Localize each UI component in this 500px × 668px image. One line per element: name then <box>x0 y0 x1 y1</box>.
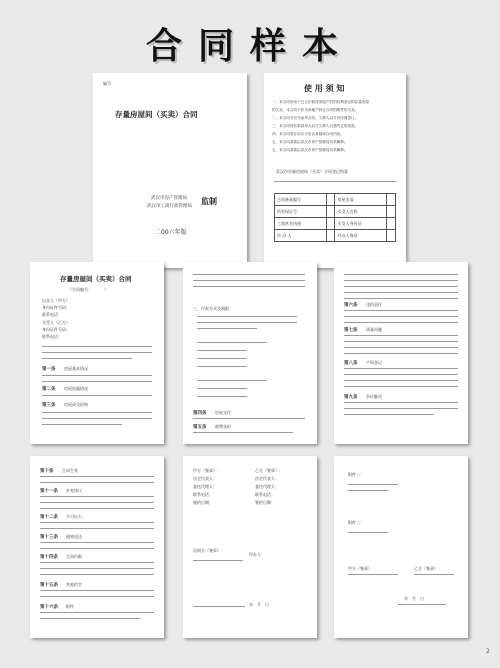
notice-table: 合同备案编号 房屋坐落 所有权证号 买受人名称 工商营业执照 买受人身份证 经 办 人 经办人签章 <box>274 193 396 242</box>
contract-page-1: 存量房屋间（买卖）合同 （合同编号： ） 出卖人（甲方）： 身份证件号码： 联系电话： 买受人（乙方）： 身份证件号码： 联系电话： 第一条 房屋基本情况 第二条 房屋权属情况 第三条 房屋成交价格 <box>30 262 164 444</box>
notice-item: 的买卖，本合同不作为房地产转让合同的附件的买卖。 <box>272 108 359 112</box>
notice-item: 五、本合同条款由武汉市房产管理局负责解释。 <box>272 140 348 144</box>
page-number: 2 <box>486 648 490 655</box>
cover-title: 存量房屋间（买卖）合同 <box>115 110 198 119</box>
cover-edition: 二00六年版 <box>155 229 187 236</box>
contract-page-2: 三、付款方式及期限 第四条 房屋交付 第五条 税费承担 <box>183 262 317 444</box>
cover-code: 编号： <box>103 81 115 86</box>
notice-page <box>264 73 406 268</box>
cover-issuer-1: 武汉市房产管理局 <box>151 196 187 201</box>
cover-supervise: 监制 <box>201 197 217 206</box>
cover-page <box>93 73 247 268</box>
contract-title: 存量房屋间（买卖）合同 <box>60 275 132 283</box>
notice-item: 三、本合同所有条款均为双方当事人自愿约定的条款。 <box>272 124 359 128</box>
contract-page-3: 第六条 违约责任 第七条 质量问题 第八条 产权登记 第九条 争议解决 <box>334 262 468 444</box>
contract-page-signature: 甲方（签章）： 法定代表人： 委托代理人： 联系电话： 签约日期： 乙方（签章）： 法定代表人： 委托代理人： 联系电话： 签约日期： 居间方（签章）： 经办人： 年 月 日 <box>183 456 317 638</box>
notice-item: 二、本合同书仅为参考合同，当事人双方可协商签订。 <box>272 116 359 120</box>
contract-page-attachment: 附件一： 附件二： 甲方（签章）： 乙方（签章）： 年 月 日 <box>334 456 468 638</box>
page-title: 合同样本 <box>145 26 354 67</box>
notice-item: 一、本合同所用于已合法取得房屋产权的权利登记的存量房屋 <box>272 100 370 104</box>
notice-title: 使 用 须 知 <box>304 84 345 93</box>
cover-issuer-2: 武汉市工商行政管理局 <box>147 204 192 209</box>
notice-item: 五、本合同条款由武汉市房产管理局负责解释。 <box>272 148 348 152</box>
notice-box-title: 武汉市存量房屋间（买卖）合同登记档案 <box>276 169 348 174</box>
notice-item: 四、本合同签订前买方应认真阅读合同内容。 <box>272 132 344 136</box>
contract-page-4: 第十条 合同生效 第十一条 补充协议 第十二条 不可抗力 第十三条 通知送达 第十四条 合同份数 第十五条 其他约定 第十六条 附件 <box>30 456 164 638</box>
